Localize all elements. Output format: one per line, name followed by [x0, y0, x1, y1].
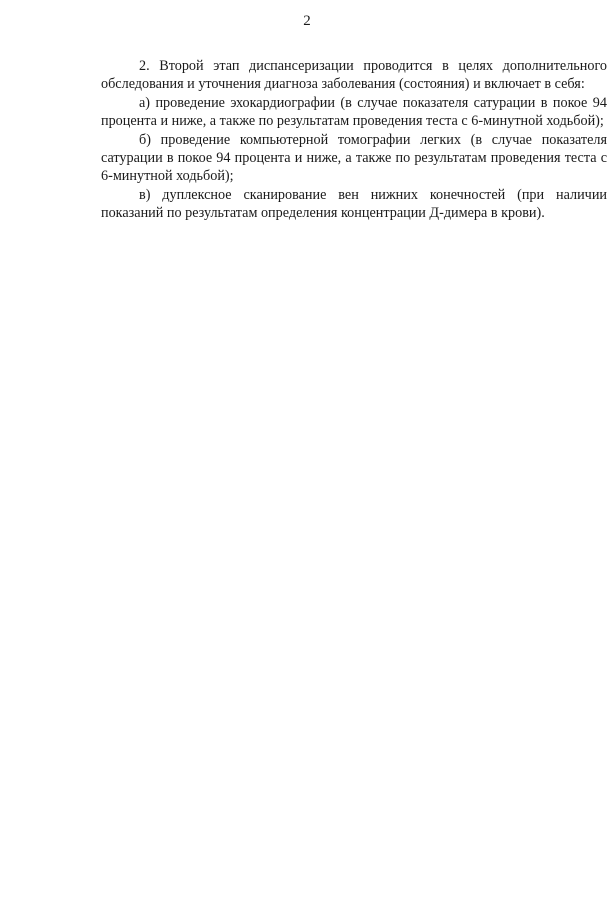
paragraph-second-stage-intro: 2. Второй этап диспансеризации проводится в целях дополнительного обследования и уточнения диагноза заболевания (состояния) и включает в себя: [101, 58, 607, 93]
paragraph-item-b-lung-ct: б) проведение компьютерной томографии легких (в случае показателя сатурации в покое 94 процента и ниже, а также по результатам проведения теста с 6-минутной ходьбой); [101, 131, 607, 185]
paragraph-item-a-echocardiography: а) проведение эхокардиографии (в случае показателя сатурации в покое 94 процента и ниже, а также по результатам проведения теста с 6-минутной ходьбой); [101, 94, 607, 130]
paragraph-item-v-duplex-scan: в) дуплексное сканирование вен нижних конечностей (при наличии показаний по результатам определения концентрации Д-димера в крови). [101, 186, 607, 222]
page-number: 2 [303, 13, 311, 29]
document-body [101, 57, 607, 223]
